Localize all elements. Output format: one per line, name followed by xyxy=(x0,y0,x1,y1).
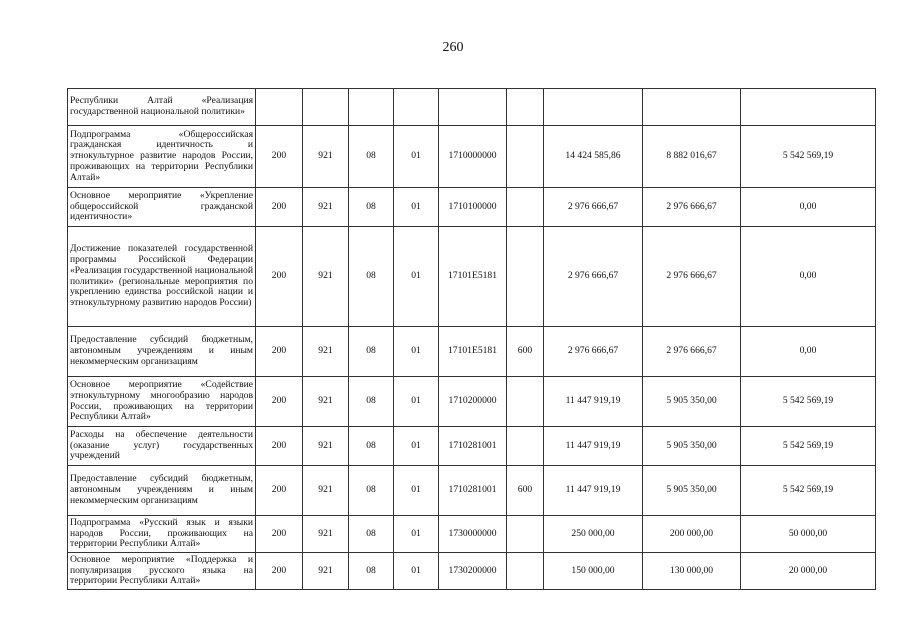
amount-cell-2: 2 976 666,67 xyxy=(643,227,741,327)
section-cell: 08 xyxy=(349,516,394,553)
section-cell: 08 xyxy=(349,188,394,227)
target-article-cell: 1710100000 xyxy=(439,188,507,227)
code-cell: 200 xyxy=(256,327,303,377)
code-cell: 200 xyxy=(256,227,303,327)
amount-cell-1: 2 976 666,67 xyxy=(544,227,643,327)
subsection-cell: 01 xyxy=(394,377,439,427)
amount-cell-2: 130 000,00 xyxy=(643,553,741,590)
amount-cell-1: 11 447 919,19 xyxy=(544,427,643,466)
description-cell: Предоставление субсидий бюджетным, автономным учреждениям и иным некоммерческим организациям xyxy=(68,327,256,377)
code-cell: 200 xyxy=(256,466,303,516)
expense-type-cell xyxy=(507,126,544,188)
expense-type-cell xyxy=(507,553,544,590)
amount-cell-3: 0,00 xyxy=(741,327,876,377)
amount-cell-3: 5 542 569,19 xyxy=(741,466,876,516)
amount-cell-2: 2 976 666,67 xyxy=(643,327,741,377)
amount-cell-2: 5 905 350,00 xyxy=(643,377,741,427)
table-row xyxy=(68,126,876,188)
amount-cell-3: 0,00 xyxy=(741,227,876,327)
amount-cell-3: 50 000,00 xyxy=(741,516,876,553)
table-row xyxy=(68,553,876,590)
table-row xyxy=(68,89,876,126)
expense-type-cell xyxy=(507,427,544,466)
expense-type-cell xyxy=(507,188,544,227)
target-article-cell: 1710200000 xyxy=(439,377,507,427)
section-cell xyxy=(349,89,394,126)
description-cell: Предоставление субсидий бюджетным, автономным учреждениям и иным некоммерческим организациям xyxy=(68,466,256,516)
code-cell: 200 xyxy=(256,553,303,590)
amount-cell-1: 11 447 919,19 xyxy=(544,377,643,427)
subsection-cell: 01 xyxy=(394,327,439,377)
subsection-cell: 01 xyxy=(394,188,439,227)
section-cell: 08 xyxy=(349,377,394,427)
amount-cell-3: 5 542 569,19 xyxy=(741,377,876,427)
amount-cell-1: 250 000,00 xyxy=(544,516,643,553)
description-cell: Расходы на обеспечение деятельности (оказание услуг) государственных учреждений xyxy=(68,427,256,466)
expense-type-cell: 600 xyxy=(507,466,544,516)
expense-type-cell: 600 xyxy=(507,327,544,377)
description-cell: Основное мероприятие «Поддержка и популяризация русского языка на территории Республики Алтай» xyxy=(68,553,256,590)
ministry-code-cell: 921 xyxy=(303,327,349,377)
amount-cell-1: 11 447 919,19 xyxy=(544,466,643,516)
table-row xyxy=(68,227,876,327)
description-cell: Подпрограмма «Общероссийская гражданская идентичность и этнокультурное развитие народов России, проживающих на территории Республики Алтай» xyxy=(68,126,256,188)
target-article-cell: 17101E5181 xyxy=(439,227,507,327)
ministry-code-cell: 921 xyxy=(303,227,349,327)
section-cell: 08 xyxy=(349,427,394,466)
description-cell: Основное мероприятие «Содействие этнокультурному многообразию народов России, проживающих на территории Республики Алтай» xyxy=(68,377,256,427)
amount-cell-1 xyxy=(544,89,643,126)
description-cell: Достижение показателей государственной программы Российской Федерации «Реализация государственной национальной политики» (региональные мероприятия по укреплению единства российской нации и этнокультурному развитию народов России) xyxy=(68,227,256,327)
code-cell: 200 xyxy=(256,126,303,188)
amount-cell-2: 2 976 666,67 xyxy=(643,188,741,227)
table-row xyxy=(68,516,876,553)
subsection-cell: 01 xyxy=(394,466,439,516)
ministry-code-cell: 921 xyxy=(303,427,349,466)
amount-cell-1: 2 976 666,67 xyxy=(544,327,643,377)
code-cell: 200 xyxy=(256,377,303,427)
subsection-cell: 01 xyxy=(394,553,439,590)
page-number: 260 xyxy=(442,40,464,55)
amount-cell-3: 0,00 xyxy=(741,188,876,227)
amount-cell-2: 8 882 016,67 xyxy=(643,126,741,188)
target-article-cell: 1710281001 xyxy=(439,427,507,466)
amount-cell-3: 5 542 569,19 xyxy=(741,126,876,188)
amount-cell-3: 20 000,00 xyxy=(741,553,876,590)
amount-cell-2: 5 905 350,00 xyxy=(643,427,741,466)
code-cell xyxy=(256,89,303,126)
expense-type-cell xyxy=(507,89,544,126)
code-cell: 200 xyxy=(256,427,303,466)
subsection-cell: 01 xyxy=(394,516,439,553)
target-article-cell: 1710000000 xyxy=(439,126,507,188)
amount-cell-1: 14 424 585,86 xyxy=(544,126,643,188)
amount-cell-2 xyxy=(643,89,741,126)
description-cell: Подпрограмма «Русский язык и языки народов России, проживающих на территории Республики Алтай» xyxy=(68,516,256,553)
description-cell: Республики Алтай «Реализация государственной национальной политики» xyxy=(68,89,256,126)
code-cell: 200 xyxy=(256,188,303,227)
ministry-code-cell: 921 xyxy=(303,188,349,227)
description-cell: Основное мероприятие «Укрепление общероссийской гражданской идентичности» xyxy=(68,188,256,227)
table-row xyxy=(68,466,876,516)
ministry-code-cell: 921 xyxy=(303,466,349,516)
target-article-cell xyxy=(439,89,507,126)
budget-table xyxy=(67,88,876,590)
expense-type-cell xyxy=(507,227,544,327)
ministry-code-cell: 921 xyxy=(303,553,349,590)
section-cell: 08 xyxy=(349,227,394,327)
section-cell: 08 xyxy=(349,327,394,377)
ministry-code-cell: 921 xyxy=(303,126,349,188)
amount-cell-3: 5 542 569,19 xyxy=(741,427,876,466)
amount-cell-2: 200 000,00 xyxy=(643,516,741,553)
expense-type-cell xyxy=(507,516,544,553)
expense-type-cell xyxy=(507,377,544,427)
subsection-cell: 01 xyxy=(394,227,439,327)
amount-cell-3 xyxy=(741,89,876,126)
target-article-cell: 17101E5181 xyxy=(439,327,507,377)
table-row xyxy=(68,327,876,377)
subsection-cell: 01 xyxy=(394,427,439,466)
ministry-code-cell: 921 xyxy=(303,377,349,427)
section-cell: 08 xyxy=(349,126,394,188)
target-article-cell: 1710281001 xyxy=(439,466,507,516)
subsection-cell xyxy=(394,89,439,126)
target-article-cell: 1730000000 xyxy=(439,516,507,553)
table-row xyxy=(68,188,876,227)
amount-cell-1: 2 976 666,67 xyxy=(544,188,643,227)
amount-cell-2: 5 905 350,00 xyxy=(643,466,741,516)
code-cell: 200 xyxy=(256,516,303,553)
table-row xyxy=(68,377,876,427)
target-article-cell: 1730200000 xyxy=(439,553,507,590)
amount-cell-1: 150 000,00 xyxy=(544,553,643,590)
ministry-code-cell: 921 xyxy=(303,516,349,553)
section-cell: 08 xyxy=(349,466,394,516)
table-row xyxy=(68,427,876,466)
section-cell: 08 xyxy=(349,553,394,590)
ministry-code-cell xyxy=(303,89,349,126)
subsection-cell: 01 xyxy=(394,126,439,188)
